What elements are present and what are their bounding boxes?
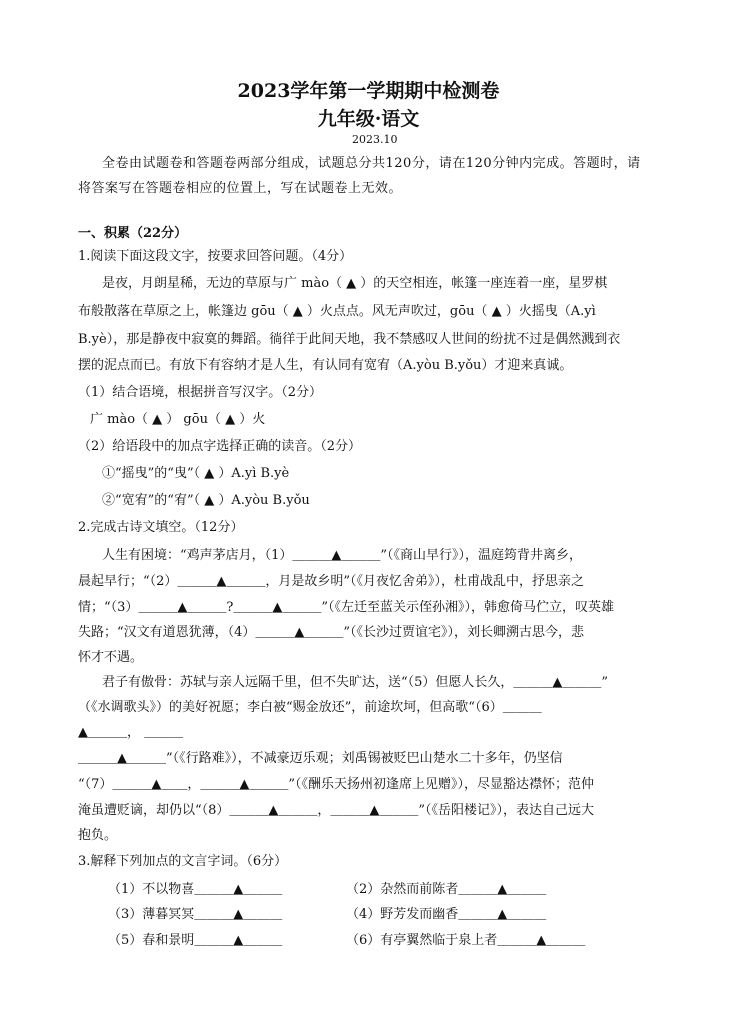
q1-sub2-prompt: （2）给语段中的加点字选择正确的读音。（2分） [78, 439, 362, 454]
q1-sub2-option-b: ②“宽宥”的“宥”（ ▲ ）A.yòu B.yǒu [102, 493, 310, 508]
q1-sub1-answer: 广 mào（ ▲ ） gōu（ ▲ ）火 [90, 412, 266, 427]
q1-passage-line: 摆的泥点而已。有放下有容纳才是人生，有认同有宽宥（A.yòu B.yǒu）才迎来真诚。 [78, 358, 573, 373]
q2-line: 晨起早行；“（2）＿＿＿▲＿＿＿，月是故乡明”（《月夜忆舍弟》），杜甫战乱中，抒思亲之 [78, 574, 585, 589]
q2-line: 情；“（3）＿＿＿▲＿＿＿?＿＿＿▲＿＿＿”（《左迁至蓝关示侄孙湘》），韩愈倚马伫立，叹英雄 [78, 600, 615, 615]
q2-line: 抱负。 [78, 828, 118, 843]
q3-item: （4）野芳发而幽香＿＿＿▲＿＿＿ [346, 907, 547, 922]
q2-line: 君子有傲骨：苏轼与亲人远隔千里，但不失旷达，送“（5）但愿人长久，＿＿＿▲＿＿＿” [102, 675, 609, 690]
q1-passage-line: 布般散落在草原之上，帐篷边 gōu（ ▲ ）火点点。风无声吹过，gōu（ ▲ ）火摇曳（A.yì [78, 304, 596, 319]
q2-line: “（7）＿＿＿▲＿＿，＿＿＿▲＿＿＿”（《酬乐天扬州初逢席上见赠》），尽显豁达襟怀；范仲 [78, 777, 595, 792]
q1-passage-line: 是夜，月朗星稀，无边的草原与广 mào（ ▲ ）的天空相连，帐篷一座连着一座，星罗棋 [102, 276, 608, 291]
q2-line: 怀才不遇。 [78, 650, 144, 665]
section-heading: 一、积累（22分） [78, 226, 188, 241]
exam-date: 2023.10 [352, 133, 398, 146]
q1-prompt: 1.阅读下面这段文字，按要求回答问题。（4分） [78, 249, 353, 264]
q3-item: （6）有亭翼然临于泉上者＿＿＿▲＿＿＿ [346, 933, 586, 948]
q3-item: （1）不以物喜＿＿＿▲＿＿＿ [108, 882, 283, 897]
exam-subtitle: 九年级·语文 [317, 108, 420, 130]
q2-line: ▲＿＿＿， ＿＿＿ [78, 725, 184, 740]
notice-line-1: 全卷由试题卷和答题卷两部分组成，试题总分共120分，请在120分钟内完成。答题时，请 [102, 156, 641, 171]
q3-item: （3）薄暮冥冥＿＿＿▲＿＿＿ [108, 907, 283, 922]
q3-item: （2）杂然而前陈者＿＿＿▲＿＿＿ [346, 882, 547, 897]
q1-passage-line: B.yè），那是静夜中寂寞的舞蹈。徜徉于此间天地，我不禁感叹人世间的纷扰不过是偶然溅到衣 [78, 332, 621, 347]
q1-sub2-option-a: ①“摇曳”的“曳”（ ▲ ）A.yì B.yè [102, 466, 290, 481]
q2-line: ＿＿＿▲＿＿＿”（《行路难》），不减豪迈乐观；刘禹锡被贬巴山楚水二十多年，仍坚信 [78, 751, 563, 766]
q2-line: 人生有困境：“鸡声茅店月，（1）＿＿＿▲＿＿＿”（《商山早行》），温庭筠背井离乡， [102, 548, 583, 563]
exam-title: 2023学年第一学期期中检测卷 [237, 80, 500, 102]
notice-line-2: 将答案写在答题卷相应的位置上，写在试题卷上无效。 [78, 181, 403, 196]
q1-sub1-prompt: （1）结合语境，根据拼音写汉字。（2分） [78, 385, 323, 400]
q2-line: （《水调歌头》）的美好祝愿；李白被“赐金放还”，前途坎坷，但高歌“（6）＿＿＿ [78, 700, 542, 715]
q2-prompt: 2.完成古诗文填空。（12分） [78, 520, 244, 535]
q2-line: 失路；“汉文有道恩犹薄，（4）＿＿＿▲＿＿＿”（《长沙过贾谊宅》），刘长卿溯古思今，悲 [78, 625, 585, 640]
q3-item: （5）春和景明＿＿＿▲＿＿＿ [108, 933, 283, 948]
q3-prompt: 3.解释下列加点的文言字词。（6分） [78, 854, 288, 869]
q2-line: 淹虽遭贬谪，却仍以“（8）＿＿＿▲＿＿＿，＿＿＿▲＿＿＿”（《岳阳楼记》），表达自己远大 [78, 803, 595, 818]
